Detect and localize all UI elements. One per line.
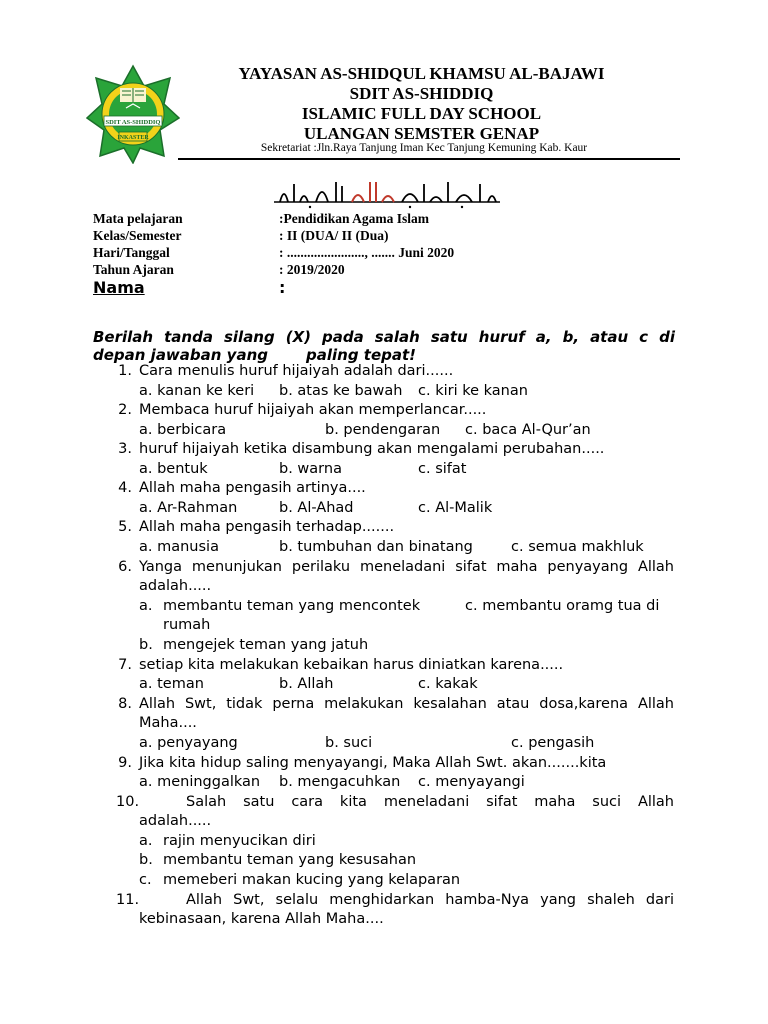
option-c[interactable]: c. Al-Malik — [418, 500, 493, 516]
question-number: 1. — [118, 363, 132, 379]
school-logo — [86, 64, 180, 164]
question-number: 8. — [118, 696, 132, 712]
name-field[interactable]: : — [279, 278, 286, 297]
info-label-year: Tahun Ajaran — [93, 262, 174, 277]
option-b[interactable]: b. suci — [325, 735, 373, 751]
question-text-cont: kebinasaan, karena Allah Maha.... — [139, 911, 384, 927]
question-text: Allah Swt, selalu menghidarkan hamba-Nya yang shaleh dari — [186, 892, 674, 908]
info-value-class: : II (DUA/ II (Dua) — [279, 228, 389, 243]
question-text-cont: Maha.... — [139, 715, 197, 731]
option-c[interactable]: c. pengasih — [511, 735, 595, 751]
question-text: setiap kita melakukan kebaikan harus diniatkan karena..... — [139, 657, 564, 673]
question-text: Yanga menunjukan perilaku meneladani sifat maha penyayang Allah — [139, 559, 674, 575]
question-text: Membaca huruf hijaiyah akan memperlancar..... — [139, 402, 487, 418]
option-a[interactable]: rajin menyucikan diri — [163, 833, 316, 849]
header-divider — [178, 158, 680, 160]
option-c[interactable]: c. sifat — [418, 461, 467, 477]
option-a[interactable]: a. meninggalkan — [139, 774, 261, 790]
option-b[interactable]: b. Al-Ahad — [279, 500, 354, 516]
basmalah-calligraphy — [270, 176, 505, 210]
question-text: Allah maha pengasih terhadap....... — [139, 519, 395, 535]
option-a[interactable]: a. penyayang — [139, 735, 238, 751]
info-label-date: Hari/Tanggal — [93, 245, 170, 260]
option-c[interactable]: c. kiri ke kanan — [418, 383, 528, 399]
option-b-letter[interactable]: b. — [139, 852, 153, 868]
question-text: Salah satu cara kita meneladani sifat maha suci Allah — [186, 794, 674, 810]
option-a[interactable]: membantu teman yang mencontek — [163, 598, 421, 614]
option-c[interactable]: c. baca Al-Qur’an — [465, 422, 591, 438]
question-number: 9. — [118, 755, 132, 771]
instruction-line-2b: paling tepat! — [306, 346, 416, 364]
foundation-name: YAYASAN AS-SHIDQUL KHAMSU AL-BAJAWI — [238, 64, 605, 83]
option-c[interactable]: c. membantu oramg tua di — [465, 598, 660, 614]
question-number: 10. — [116, 794, 140, 810]
option-b[interactable]: b. pendengaran — [325, 422, 441, 438]
option-c[interactable]: c. semua makhluk — [511, 539, 644, 555]
question-text-cont: adalah..... — [139, 813, 212, 829]
question-number: 4. — [118, 480, 132, 496]
info-label-class: Kelas/Semester — [93, 228, 182, 243]
school-name: SDIT AS-SHIDDIQ — [349, 84, 494, 103]
option-b[interactable]: b. Allah — [279, 676, 334, 692]
option-a-letter[interactable]: a. — [139, 833, 153, 849]
option-c-letter[interactable]: c. — [139, 872, 152, 888]
question-text: Allah Swt, tidak perna melakukan kesalahan atau dosa,karena Allah — [139, 696, 674, 712]
question-number: 11. — [116, 892, 140, 908]
option-a[interactable]: a. berbicara — [139, 422, 227, 438]
question-number: 2. — [118, 402, 132, 418]
info-label-subject: Mata pelajaran — [93, 211, 183, 226]
question-text: Jika kita hidup saling menyayangi, Maka Allah Swt. akan.......kita — [139, 755, 607, 771]
option-a[interactable]: a. manusia — [139, 539, 219, 555]
info-value-subject: :Pendidikan Agama Islam — [279, 211, 430, 226]
instructions — [93, 328, 675, 364]
option-a[interactable]: a. Ar-Rahman — [139, 500, 238, 516]
logo-ribbon-text: SDIT AS-SHIDDIQ — [105, 119, 161, 126]
option-c[interactable]: c. kakak — [418, 676, 478, 692]
option-b-letter[interactable]: b. — [139, 637, 153, 653]
question-text-cont: adalah..... — [139, 578, 212, 594]
option-c[interactable]: memeberi makan kucing yang kelaparan — [163, 872, 461, 888]
option-a[interactable]: a. bentuk — [139, 461, 208, 477]
question-number: 6. — [118, 559, 132, 575]
option-b[interactable]: membantu teman yang kesusahan — [163, 852, 417, 868]
option-b[interactable]: b. tumbuhan dan binatang — [279, 539, 473, 555]
option-a[interactable]: a. teman — [139, 676, 204, 692]
option-b[interactable]: b. warna — [279, 461, 342, 477]
school-type: ISLAMIC FULL DAY SCHOOL — [301, 104, 542, 123]
instruction-line-2a: depan jawaban yang — [93, 346, 268, 364]
option-b[interactable]: b. atas ke bawah — [279, 383, 403, 399]
info-value-year: : 2019/2020 — [279, 262, 345, 277]
question-text: Cara menulis huruf hijaiyah adalah dari...... — [139, 363, 454, 379]
name-label: Nama — [93, 278, 145, 297]
question-text: huruf hijaiyah ketika disambung akan mengalami perubahan..... — [139, 441, 605, 457]
option-a[interactable]: a. kanan ke keri — [139, 383, 255, 399]
option-a-cont: rumah — [163, 617, 211, 633]
question-number: 7. — [118, 657, 132, 673]
school-address: Sekretariat :Jln.Raya Tanjung Iman Kec Tanjung Kemuning Kab. Kaur — [260, 142, 588, 154]
option-c[interactable]: c. menyayangi — [418, 774, 525, 790]
question-text: Allah maha pengasih artinya.... — [139, 480, 366, 496]
option-b[interactable]: mengejek teman yang jatuh — [163, 637, 369, 653]
option-a-letter[interactable]: a. — [139, 598, 153, 614]
question-number: 5. — [118, 519, 132, 535]
exam-title: ULANGAN SEMSTER GENAP — [303, 124, 540, 143]
option-b[interactable]: b. mengacuhkan — [279, 774, 401, 790]
question-number: 3. — [118, 441, 132, 457]
instruction-line-1: Berilah tanda silang (X) pada salah satu huruf a, b, atau c di — [93, 328, 675, 346]
logo-base-text: INKASTER — [117, 135, 149, 141]
info-value-date: : ......................., ....... Juni 2020 — [279, 245, 455, 260]
